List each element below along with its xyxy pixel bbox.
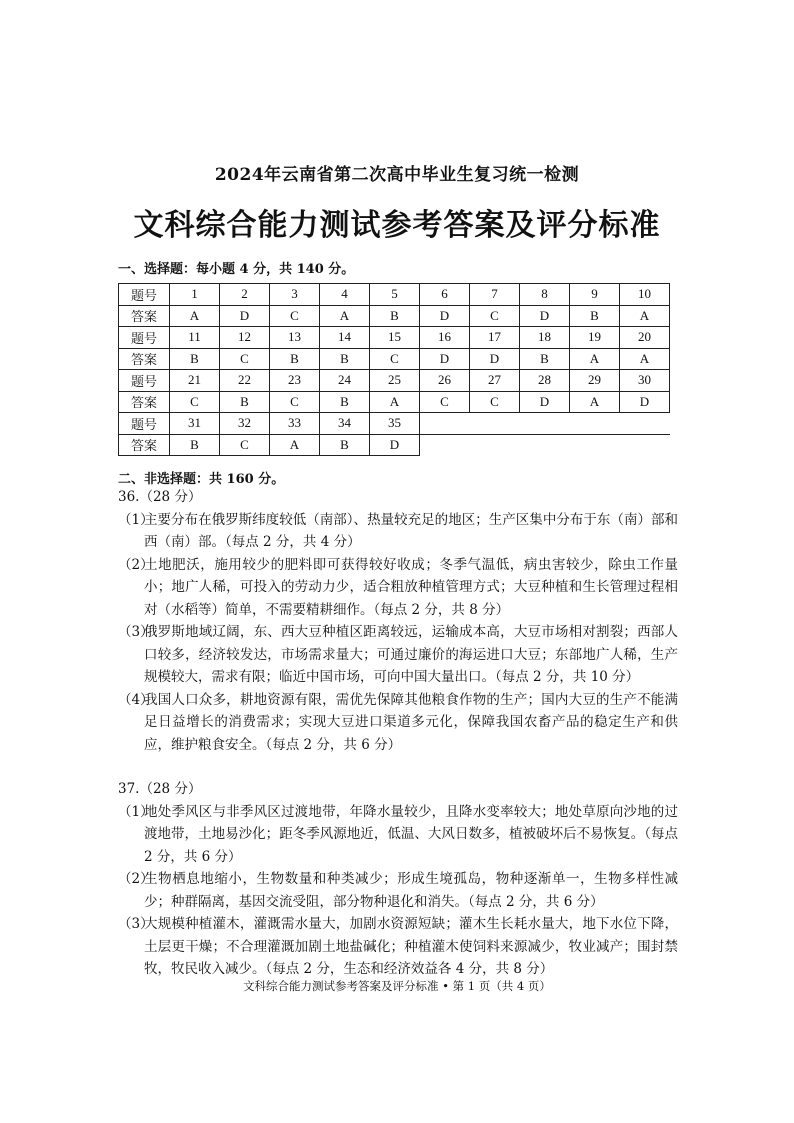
empty-cell: [420, 413, 470, 435]
item-number: （3）: [118, 916, 154, 932]
answer-cell: 12: [220, 327, 270, 349]
row-label-cell: 题号: [119, 284, 170, 306]
table-row: [119, 391, 670, 413]
answer-cell: 18: [520, 327, 570, 349]
q36-item: [118, 509, 678, 554]
answer-cell: 22: [220, 370, 270, 392]
answer-cell: B: [270, 348, 320, 370]
answer-cell: C: [220, 434, 270, 456]
answer-cell: B: [320, 348, 370, 370]
answer-cell: 1: [170, 284, 220, 306]
answer-cell: A: [320, 305, 370, 327]
question-36: [118, 486, 678, 756]
q37-item: [118, 868, 678, 913]
question-37-heading: 37.（28 分）: [118, 781, 202, 797]
answer-cell: 6: [420, 284, 470, 306]
answer-cell: 11: [170, 327, 220, 349]
exam-subtitle: 2024年云南省第二次高中毕业生复习统一检测: [214, 165, 580, 185]
answer-cell: A: [570, 391, 620, 413]
answer-cell: 23: [270, 370, 320, 392]
item-text: 大规模种植灌木，灌溉需水量大，加剧水资源短缺；灌木生长耗水量大，地下水位下降，土层更干燥；不合理灌溉加剧土地盐碱化；种植灌木使饲料来源减少，牧业减产；围封禁牧，牧民收入减少。（每点 2 分，生态和经济效益各 4 分，共 8 分）: [144, 916, 678, 977]
answer-cell: 17: [470, 327, 520, 349]
answer-cell: C: [220, 348, 270, 370]
answer-cell: 3: [270, 284, 320, 306]
answer-cell: A: [620, 348, 670, 370]
empty-cell: [620, 434, 670, 456]
section-2-heading: 二、非选择题：共 160 分。: [118, 472, 285, 487]
answer-cell: 24: [320, 370, 370, 392]
answer-cell: A: [570, 348, 620, 370]
answer-cell: C: [170, 391, 220, 413]
table-row: [119, 284, 670, 306]
answer-cell: B: [320, 391, 370, 413]
item-number: （2）: [118, 556, 154, 573]
answer-cell: D: [470, 348, 520, 370]
section-1-heading: 一、选择题：每小题 4 分，共 140 分。: [118, 262, 355, 277]
q36-item: [118, 621, 678, 689]
row-label-cell: 答案: [119, 305, 170, 327]
item-text: 地处季风区与非季风区过渡地带，年降水量较少，且降水变率较大；地处草原向沙地的过渡地带，土地易沙化；距冬季风源地近，低温、大风日数多，植被破坏后不易恢复。（每点 2 分，共 6 分）: [144, 803, 678, 865]
answer-cell: D: [520, 391, 570, 413]
answer-cell: 8: [520, 284, 570, 306]
empty-cell: [520, 434, 570, 456]
answer-cell: 31: [170, 413, 220, 435]
answer-cell: B: [170, 434, 220, 456]
answer-cell: 20: [620, 327, 670, 349]
answer-cell: 27: [470, 370, 520, 392]
answer-cell: 32: [220, 413, 270, 435]
table-row: [119, 305, 670, 327]
item-text: 土地肥沃，施用较少的肥料即可获得较好收成；冬季气温低，病虫害较少，除虫工作量小；地广人稀，可投入的劳动力少，适合粗放种植管理方式；大豆种植和生长管理过程相对（水稻等）简单，不需要精耕细作。（每点 2 分，共 8 分）: [144, 556, 678, 618]
answer-cell: C: [270, 305, 320, 327]
answer-cell: 30: [620, 370, 670, 392]
question-36-heading: 36.（28 分）: [118, 489, 202, 505]
answer-cell: C: [270, 391, 320, 413]
answer-cell: D: [420, 348, 470, 370]
item-text: 主要分布在俄罗斯纬度较低（南部）、热量较充足的地区；生产区集中分布于东（南）部和西（南）部。（每点 2 分，共 4 分）: [144, 511, 678, 550]
answer-cell: A: [370, 391, 420, 413]
answer-cell: B: [170, 348, 220, 370]
row-label-cell: 题号: [119, 413, 170, 435]
row-label-cell: 答案: [119, 348, 170, 370]
answer-cell: 7: [470, 284, 520, 306]
empty-cell: [620, 413, 670, 435]
empty-cell: [470, 413, 520, 435]
answer-cell: C: [470, 305, 520, 327]
answer-cell: 2: [220, 284, 270, 306]
answer-cell: 21: [170, 370, 220, 392]
answer-cell: 14: [320, 327, 370, 349]
page-footer: 文科综合能力测试参考答案及评分标准 • 第 1 页（共 4 页）: [243, 979, 551, 993]
empty-cell: [570, 434, 620, 456]
answer-cell: 19: [570, 327, 620, 349]
table-row: [119, 348, 670, 370]
answer-cell: 10: [620, 284, 670, 306]
answer-cell: B: [520, 348, 570, 370]
answer-cell: B: [570, 305, 620, 327]
answer-cell: B: [220, 391, 270, 413]
answer-cell: 34: [320, 413, 370, 435]
answer-cell: 5: [370, 284, 420, 306]
answer-cell: B: [320, 434, 370, 456]
empty-cell: [570, 413, 620, 435]
answer-cell: A: [620, 305, 670, 327]
answer-cell: D: [620, 391, 670, 413]
item-text: 生物栖息地缩小，生物数量和种类减少；形成生境孤岛，物种逐渐单一，生物多样性减少；种群隔离，基因交流受阻，部分物种退化和消失。（每点 2 分，共 6 分）: [144, 871, 678, 910]
item-number: （1）: [118, 511, 154, 528]
answer-cell: 15: [370, 327, 420, 349]
answer-cell: 33: [270, 413, 320, 435]
answer-cell: 4: [320, 284, 370, 306]
row-label-cell: 题号: [119, 370, 170, 392]
answer-cell: C: [370, 348, 420, 370]
answer-cell: A: [270, 434, 320, 456]
answer-cell: 35: [370, 413, 420, 435]
answer-cell: D: [370, 434, 420, 456]
answer-cell: C: [420, 391, 470, 413]
q37-item: [118, 801, 678, 869]
item-number: （3）: [118, 624, 154, 640]
empty-cell: [470, 434, 520, 456]
answer-cell: A: [170, 305, 220, 327]
answer-cell: 26: [420, 370, 470, 392]
question-37: [118, 778, 678, 981]
row-label-cell: 题号: [119, 327, 170, 349]
q36-item: [118, 689, 678, 757]
answer-cell: 13: [270, 327, 320, 349]
table-row: [119, 434, 670, 456]
table-row: [119, 327, 670, 349]
row-label-cell: 答案: [119, 391, 170, 413]
row-label-cell: 答案: [119, 434, 170, 456]
answer-cell: 16: [420, 327, 470, 349]
table-row: [119, 413, 670, 435]
q37-item: [118, 913, 678, 981]
answer-cell: D: [220, 305, 270, 327]
item-number: （2）: [118, 871, 154, 887]
answer-cell: D: [520, 305, 570, 327]
answer-cell: 28: [520, 370, 570, 392]
q36-item: [118, 554, 678, 622]
document-title: 文科综合能力测试参考答案及评分标准: [133, 208, 661, 243]
item-text: 我国人口众多，耕地资源有限，需优先保障其他粮食作物的生产；国内大豆的生产不能满足日益增长的消费需求；实现大豆进口渠道多元化，保障我国农畜产品的稳定生产和供应，维护粮食安全。（每点 2 分，共 6 分）: [144, 691, 678, 753]
empty-cell: [520, 413, 570, 435]
item-number: （4）: [118, 691, 154, 708]
answer-table: [118, 283, 670, 456]
item-text: 俄罗斯地域辽阔，东、西大豆种植区距离较远，运输成本高，大豆市场相对割裂；西部人口较多，经济较发达，市场需求量大；可通过廉价的海运进口大豆；东部地广人稀，生产规模较大，需求有限；临近中国市场，可向中国大量出口。（每点 2 分，共 10 分）: [144, 624, 678, 685]
answer-cell: C: [470, 391, 520, 413]
answer-cell: D: [420, 305, 470, 327]
empty-cell: [420, 434, 470, 456]
answer-cell: 25: [370, 370, 420, 392]
answer-cell: 9: [570, 284, 620, 306]
answer-cell: B: [370, 305, 420, 327]
table-row: [119, 370, 670, 392]
item-number: （1）: [118, 803, 154, 820]
answer-cell: 29: [570, 370, 620, 392]
